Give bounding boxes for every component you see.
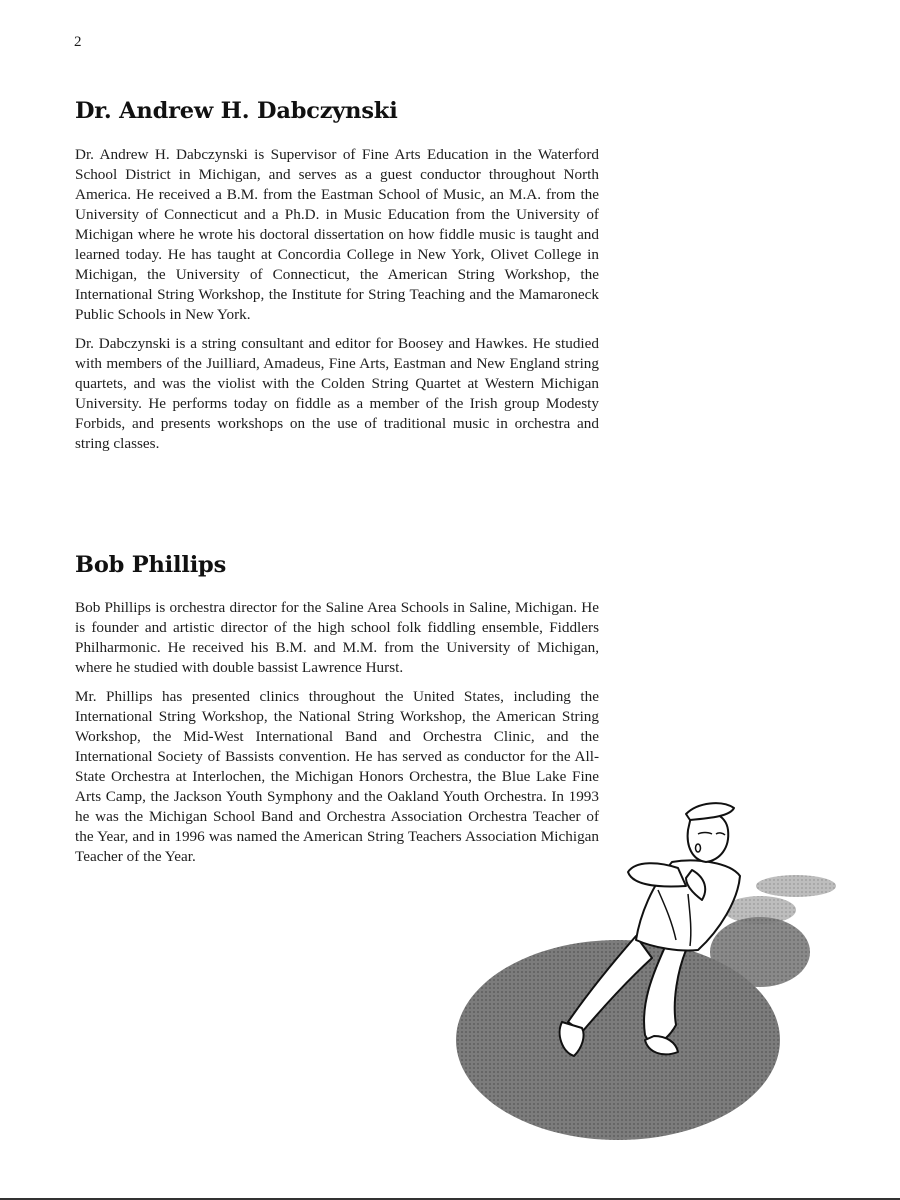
bio-heading-phillips: Bob Phillips: [75, 552, 227, 578]
bio-body-dabczynski: [75, 145, 599, 463]
dancing-fiddler-illustration: [440, 790, 880, 1164]
bio-heading-dabczynski: Dr. Andrew H. Dabczynski: [75, 98, 398, 124]
bio-paragraph: Bob Phillips is orchestra director for the Saline Area Schools in Saline, Michigan. He is founder and artistic director of the high school folk fiddling ensemble, Fiddlers Philharmonic. He received his B.M. and M.M. from the University of Michigan, where he studied with double bassist Lawrence Hurst.: [75, 599, 599, 676]
bio-paragraph: Mr. Phillips has presented clinics throughout the United States, including the International String Workshop, the National String Workshop, the American String Workshop, the Mid-West International Band and Orchestra Clinic, and the International Society of Bassists convention. He has served as conductor for the All-State Orchestra at Interlochen, the Michigan Honors Orchestra, the Blue Lake Fine Arts Camp, the Jackson Youth Symphony and the Oakland Youth Orchestra. In 1993 he was the Michigan School Band and Orchestra Association Orchestra Teacher of the Year, and in 1996 was named the American String Teachers Association Michigan Teacher of the Year.: [75, 688, 599, 865]
bio-paragraph: Dr. Dabczynski is a string consultant and editor for Boosey and Hawkes. He studied with members of the Juilliard, Amadeus, Fine Arts, Eastman and New England string quartets, and was the violist with the Colden String Quartet at Western Michigan University. He performs today on fiddle as a member of the Irish group Modesty Forbids, and presents workshops on the use of traditional music in orchestra and string classes.: [75, 335, 599, 452]
page-number: 2: [74, 34, 82, 50]
bio-paragraph: Dr. Andrew H. Dabczynski is Supervisor of Fine Arts Education in the Waterford School District in Michigan, and serves as a guest conductor throughout North America. He received a B.M. from the Eastman School of Music, an M.A. from the University of Connecticut and a Ph.D. in Music Education from the University of Michigan where he wrote his doctoral dissertation on how fiddle music is taught and learned today. He has taught at Concordia College in New York, Olivet College in Michigan, the University of Connecticut, the American String Workshop, the International String Workshop, the Institute for String Teaching and the Mamaroneck Public Schools in New York.: [75, 146, 599, 323]
shadow-ellipse-far: [756, 875, 836, 897]
